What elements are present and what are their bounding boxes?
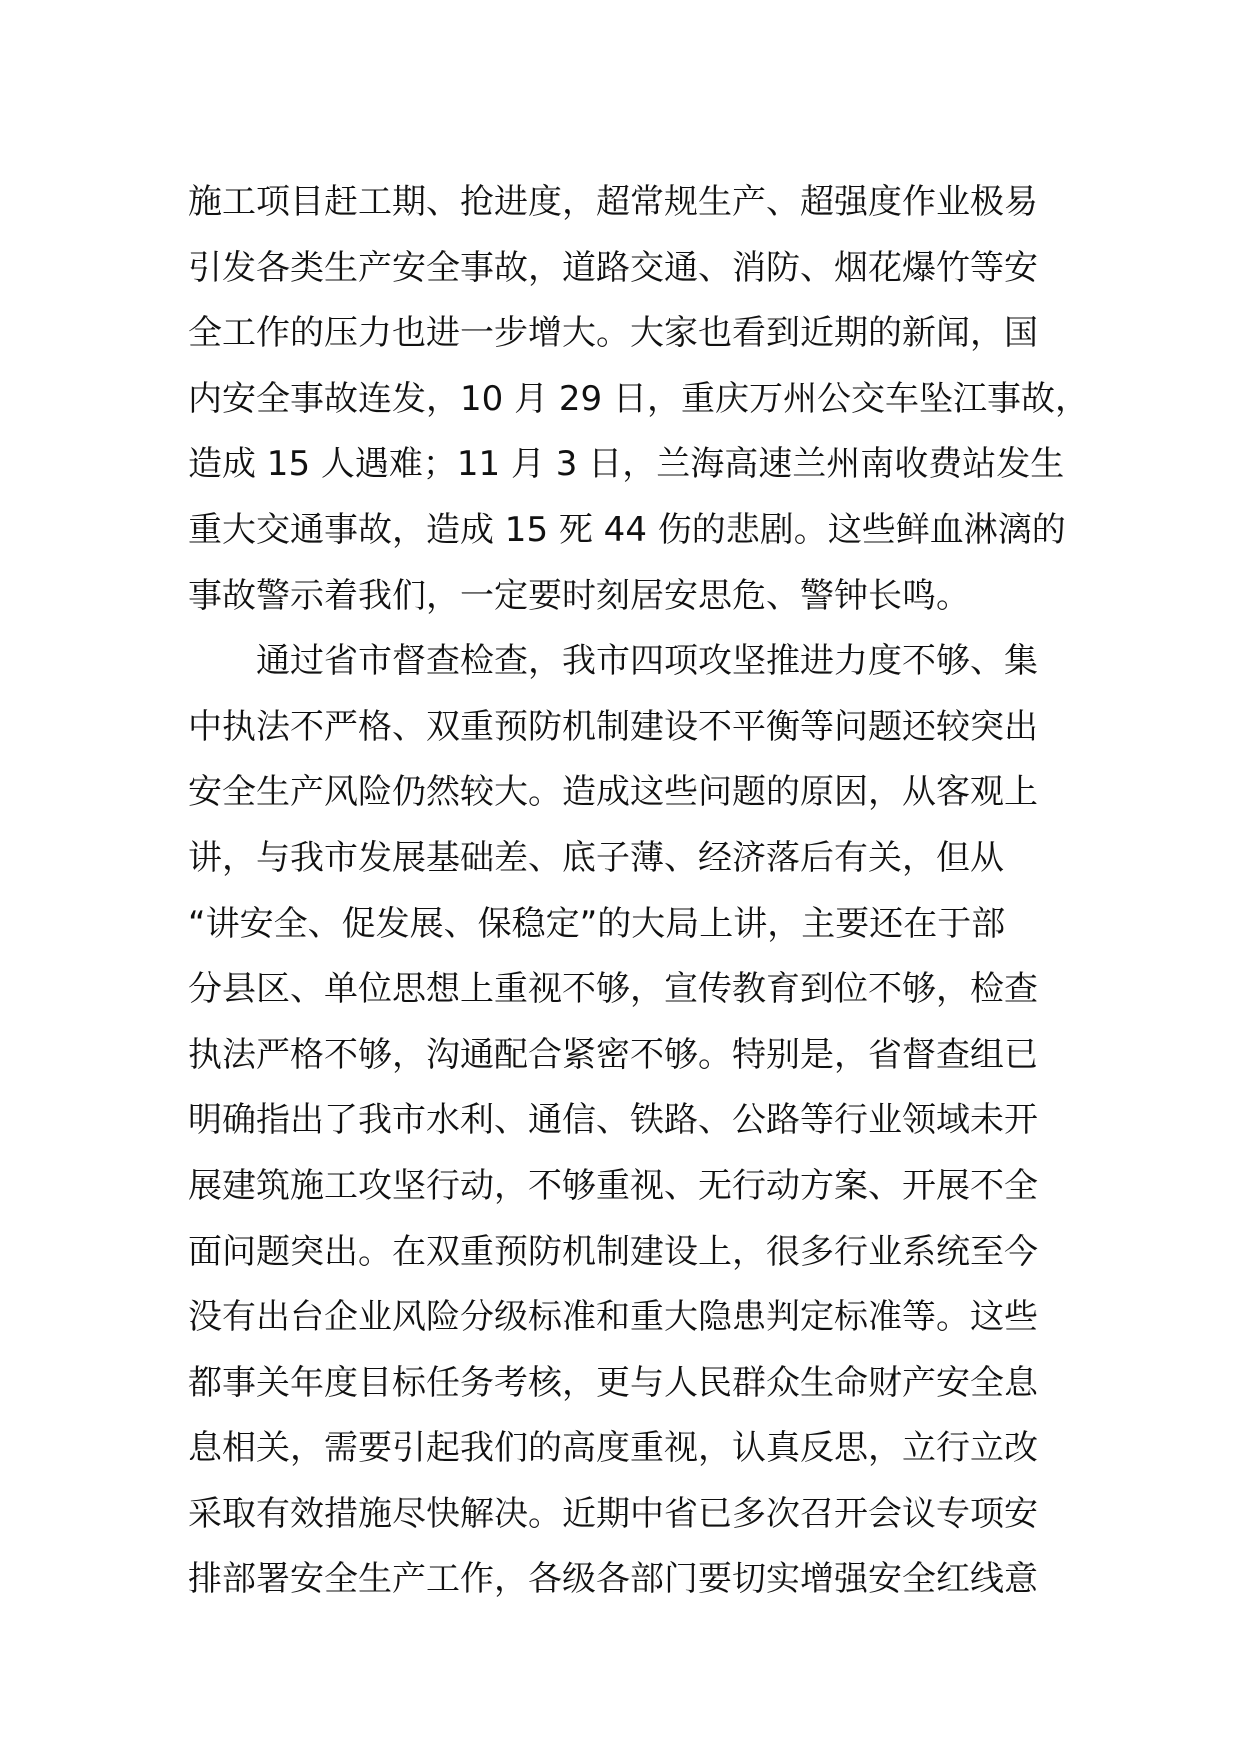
text-line: 执法严格不够，沟通配合紧密不够。特别是，省督查组已 [188,1034,1038,1075]
text-line: 明确指出了我市水利、通信、铁路、公路等行业领域未开 [188,1100,1038,1141]
text-line: 内安全事故连发，10 月 29 日，重庆万州公交车坠江事故， [188,378,1089,419]
text-line: 事故警示着我们，一定要时刻居安思危、警钟长鸣。 [188,575,970,616]
text-line: 排部署安全生产工作，各级各部门要切实增强安全红线意 [188,1559,1038,1600]
text-line: 中执法不严格、双重预防机制建设不平衡等问题还较突出 [188,706,1038,747]
text-line: 施工项目赶工期、抢进度，超常规生产、超强度作业极易 [188,182,1038,222]
text-line: 通过省市督查检查，我市四项攻坚推进力度不够、集 [188,641,1038,682]
text-line: 安全生产风险仍然较大。造成这些问题的原因，从客观上 [188,772,1038,813]
body-text [188,170,1088,1613]
text-line: 造成 15 人遇难；11 月 3 日，兰海高速兰州南收费站发生 [188,444,1065,485]
text-line: 面问题突出。在双重预防机制建设上，很多行业系统至今 [188,1231,1038,1272]
text-line: 采取有效措施尽快解决。近期中省已多次召开会议专项安 [188,1493,1038,1534]
text-line: “讲安全、促发展、保稳定”的大局上讲，主要还在于部 [188,903,1006,944]
text-line: 重大交通事故，造成 15 死 44 伤的悲剧。这些鲜血淋漓的 [188,509,1066,550]
text-line: 全工作的压力也进一步增大。大家也看到近期的新闻，国 [188,313,1038,354]
text-line: 息相关，需要引起我们的高度重视，认真反思，立行立改 [188,1428,1038,1469]
text-line: 展建筑施工攻坚行动，不够重视、无行动方案、开展不全 [188,1165,1038,1206]
text-line: 讲，与我市发展基础差、底子薄、经济落后有关，但从 [188,837,1004,878]
text-line: 分县区、单位思想上重视不够，宣传教育到位不够，检查 [188,969,1038,1010]
text-line: 引发各类生产安全事故，道路交通、消防、烟花爆竹等安 [188,247,1038,288]
text-line: 都事关年度目标任务考核，更与人民群众生命财产安全息 [188,1362,1038,1403]
text-line: 没有出台企业风险分级标准和重大隐患判定标准等。这些 [188,1297,1038,1338]
